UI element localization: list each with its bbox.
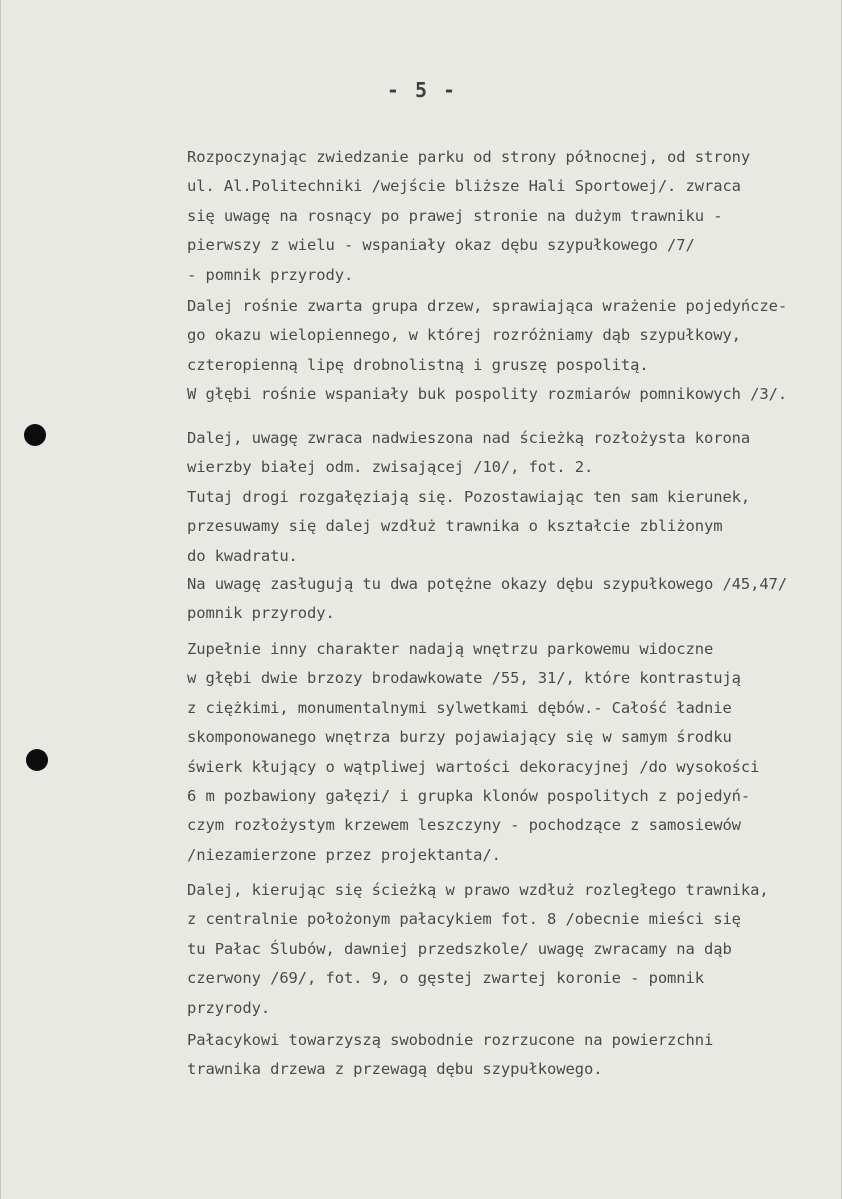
text-line: świerk kłujący o wątpliwej wartości dekoracyjnej /do wysokości [187, 757, 760, 776]
text-line: wierzby białej odm. zwisającej /10/, fot. 2. [187, 458, 594, 477]
text-line: trawnika drzewa z przewagą dębu szypułkowego. [187, 1060, 603, 1079]
text-line: Tutaj drogi rozgałęziają się. Pozostawiając ten sam kierunek, [187, 487, 751, 506]
page-number: - 5 - [386, 78, 458, 102]
text-line: z ciężkimi, monumentalnymi sylwetkami dębów.- Całość ładnie [187, 698, 732, 717]
text-line: Zupełnie inny charakter nadają wnętrzu parkowemu widoczne [187, 640, 714, 658]
paragraph-1 [187, 143, 837, 290]
text-line: się uwagę na rosnący po prawej stronie na dużym trawniku - [187, 206, 723, 225]
text-line: tu Pałac Ślubów, dawniej przedszkole/ uwagę zwracamy na dąb [187, 939, 732, 958]
text-line: Dalej rośnie zwarta grupa drzew, sprawiająca wrażenie pojedyńcze- [187, 297, 788, 315]
text-line: skomponowanego wnętrza burzy pojawiający się w samym środku [187, 728, 732, 747]
text-line: Pałacykowi towarzyszą swobodnie rozrzucone na powierzchni [187, 1031, 714, 1049]
text-line: /niezamierzone przez projektanta/. [187, 845, 501, 864]
text-line: do kwadratu. [187, 546, 298, 565]
punch-hole-top [24, 424, 46, 446]
text-line: Dalej, uwagę zwraca nadwieszona nad ścieżką rozłożysta korona [187, 429, 751, 447]
paragraph-6 [187, 876, 837, 1023]
text-line: z centralnie położonym pałacykiem fot. 8 /obecnie mieści się [187, 910, 741, 929]
text-line: pierwszy z wielu - wspaniały okaz dębu szypułkowego /7/ [187, 236, 695, 255]
text-line: czteropienną lipę drobnolistną i gruszę pospolitą. [187, 355, 649, 374]
paragraph-3 [187, 424, 837, 571]
text-line: 6 m pozbawiony gałęzi/ i grupka klonów pospolitych z pojedyń- [187, 787, 751, 806]
text-line: ul. Al.Politechniki /wejście bliższe Hali Sportowej/. zwraca [187, 177, 741, 196]
text-line: go okazu wielopiennego, w której rozróżniamy dąb szypułkowy, [187, 326, 741, 345]
paragraph-4 [187, 570, 837, 629]
text-line: czym rozłożystym krzewem leszczyny - pochodzące z samosiewów [187, 816, 741, 835]
paragraph-7 [187, 1026, 837, 1085]
text-line: Rozpoczynając zwiedzanie parku od strony północnej, od strony [187, 148, 751, 166]
text-line: Na uwagę zasługują tu dwa potężne okazy dębu szypułkowego /45,47/ [187, 575, 788, 593]
paragraph-5 [187, 635, 837, 870]
text-line: - pomnik przyrody. [187, 265, 354, 284]
text-line: Dalej, kierując się ścieżką w prawo wzdłuż rozległego trawnika, [187, 881, 769, 899]
text-line: pomnik przyrody. [187, 604, 335, 623]
paragraph-2 [187, 292, 837, 410]
punch-hole-bottom [26, 749, 48, 771]
text-line: przesuwamy się dalej wzdłuż trawnika o kształcie zbliżonym [187, 517, 723, 536]
text-line: przyrody. [187, 998, 271, 1017]
text-line: W głębi rośnie wspaniały buk pospolity rozmiarów pomnikowych /3/. [187, 385, 788, 404]
text-line: czerwony /69/, fot. 9, o gęstej zwartej koronie - pomnik [187, 969, 704, 988]
text-line: w głębi dwie brzozy brodawkowate /55, 31/, które kontrastują [187, 669, 741, 688]
